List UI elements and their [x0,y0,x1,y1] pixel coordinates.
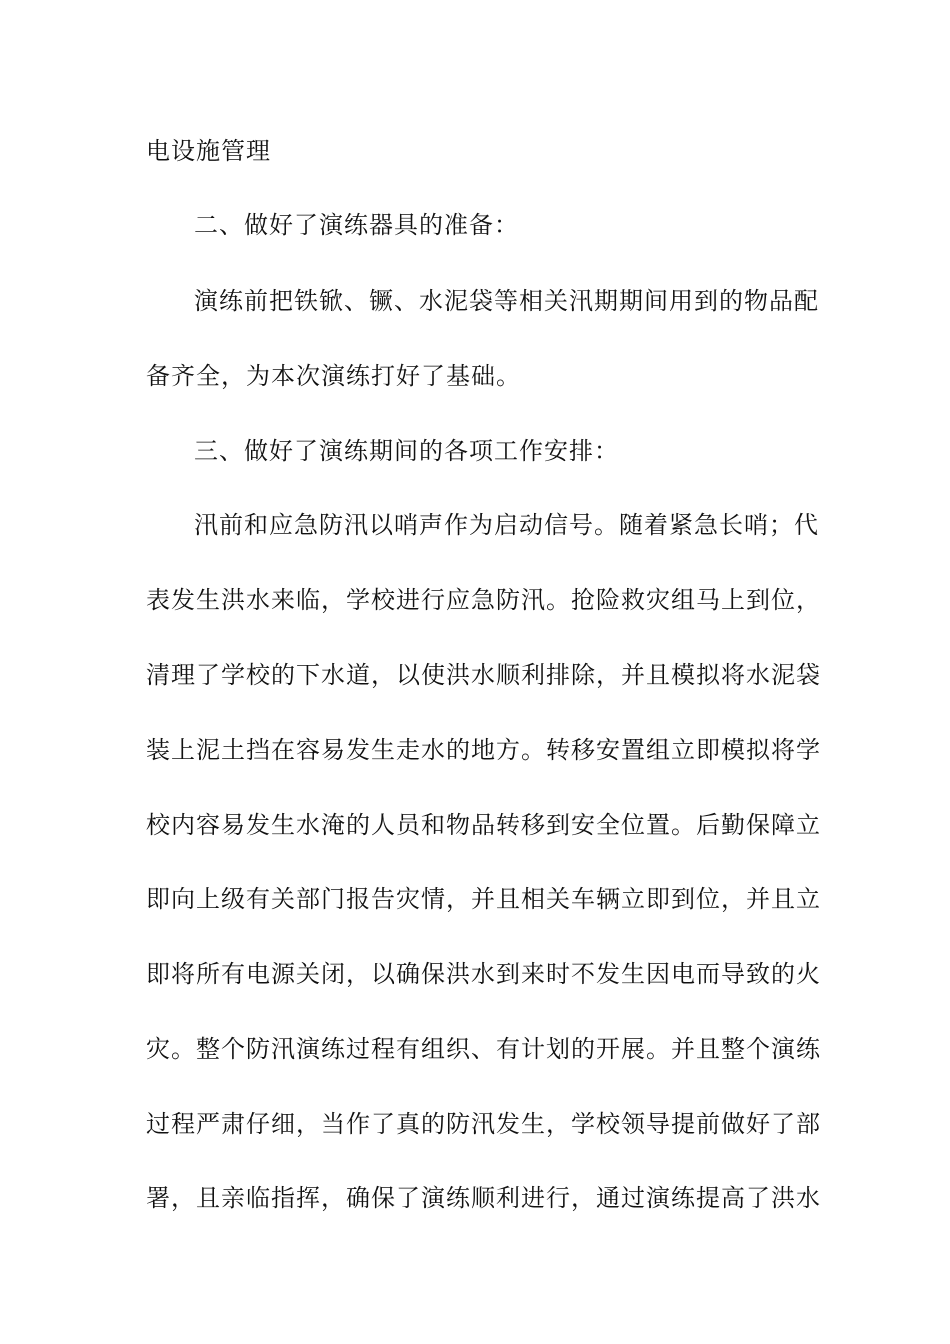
paragraph-line: 装上泥土挡在容易发生走水的地方。转移安置组立即模拟将学 [146,736,821,764]
paragraph-line: 校内容易发生水淹的人员和物品转移到安全位置。后勤保障立 [146,811,821,839]
paragraph-line: 即将所有电源关闭，以确保洪水到来时不发生因电而导致的火 [146,960,821,988]
paragraph-line: 汛前和应急防汛以哨声作为启动信号。随着紧急长哨；代 [194,511,819,539]
paragraph-line: 过程严肃仔细，当作了真的防汛发生，学校领导提前做好了部 [146,1110,821,1138]
paragraph-line: 灾。整个防汛演练过程有组织、有计划的开展。并且整个演练 [146,1035,821,1063]
paragraph-line: 即向上级有关部门报告灾情，并且相关车辆立即到位，并且立 [146,885,821,913]
section-heading-2: 二、做好了演练器具的准备： [194,211,519,239]
paragraph-line: 清理了学校的下水道，以使洪水顺利排除，并且模拟将水泥袋 [146,661,821,689]
paragraph-line: 表发生洪水来临，学校进行应急防汛。抢险救灾组马上到位， [146,586,821,614]
paragraph-line: 备齐全，为本次演练打好了基础。 [146,362,521,390]
section-heading-3: 三、做好了演练期间的各项工作安排： [194,437,619,465]
paragraph-line: 署，且亲临指挥，确保了演练顺利进行，通过演练提高了洪水 [146,1184,821,1212]
text-line-continuation: 电设施管理 [146,137,271,165]
paragraph-line: 演练前把铁锨、镢、水泥袋等相关汛期期间用到的物品配 [194,287,819,315]
